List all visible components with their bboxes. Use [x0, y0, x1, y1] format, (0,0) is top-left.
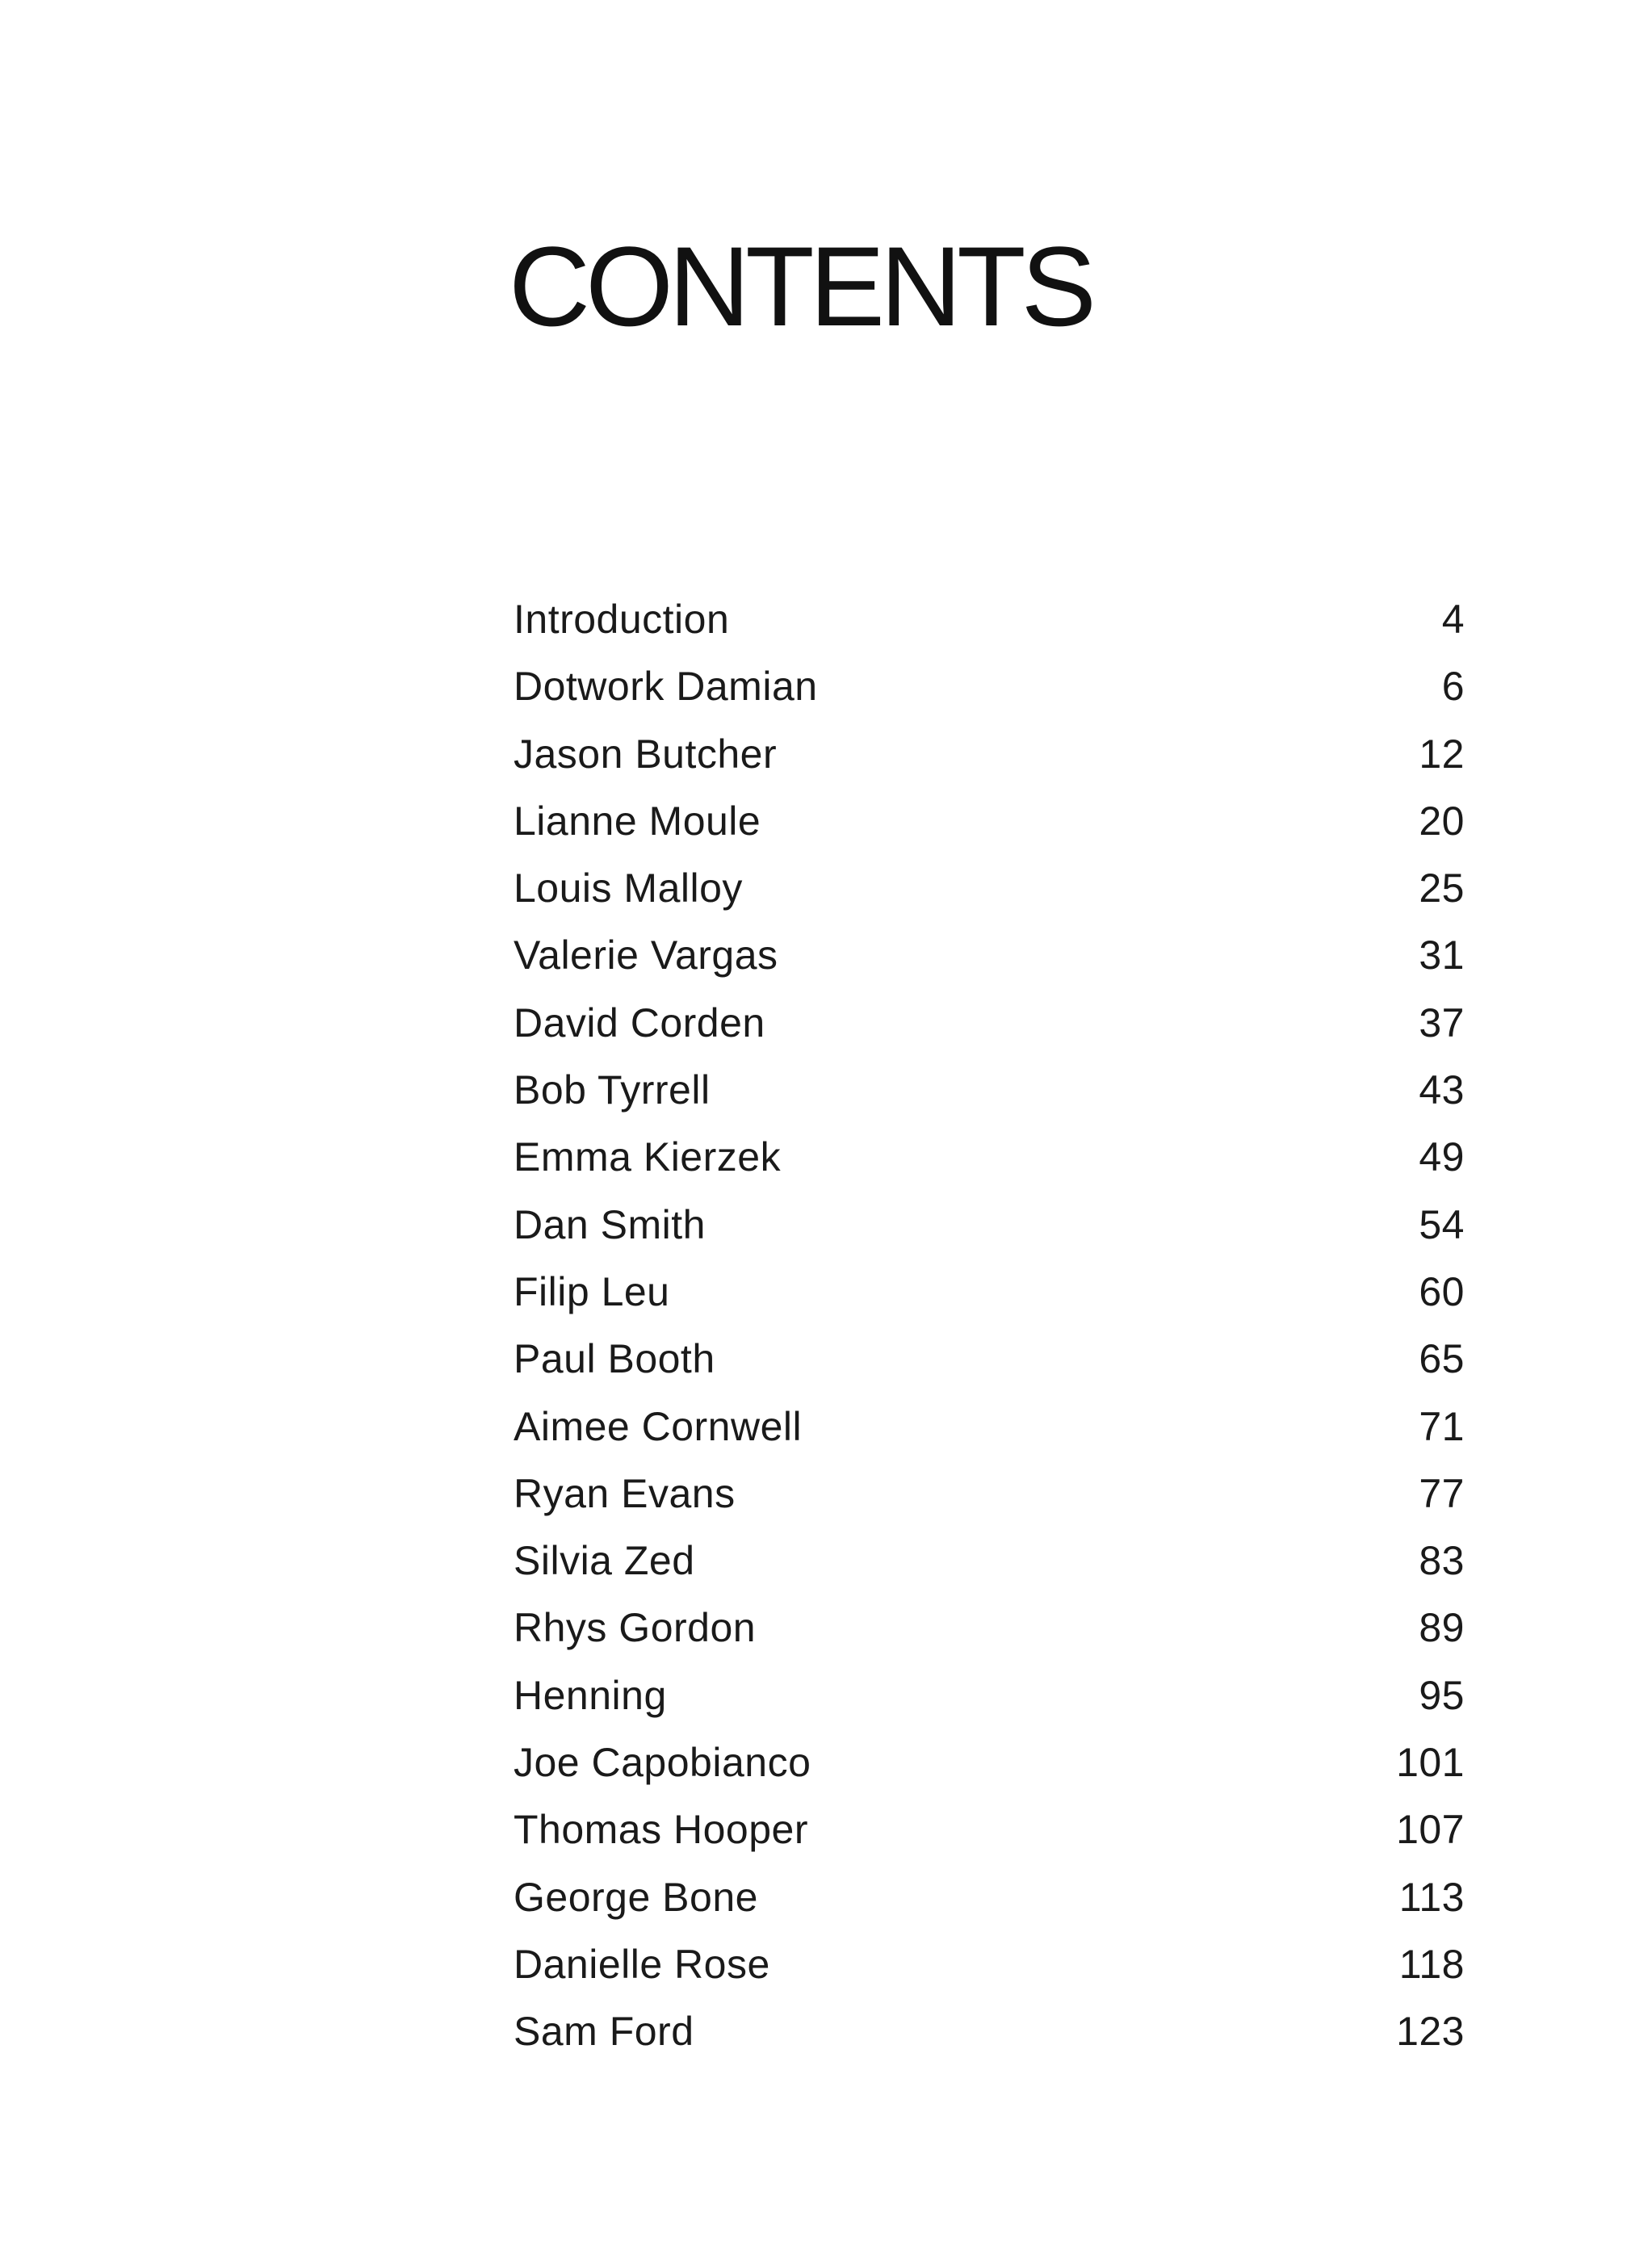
toc-entry-name: Henning — [514, 1672, 667, 1718]
table-of-contents — [514, 591, 1465, 2071]
toc-entry-name: Danielle Rose — [514, 1941, 770, 1987]
toc-entry — [514, 1599, 1465, 1666]
toc-entry-page-number: 12 — [1419, 731, 1465, 777]
toc-entry-page-number: 123 — [1396, 2009, 1465, 2055]
toc-entry-page-number: 77 — [1419, 1470, 1465, 1516]
toc-entry — [514, 658, 1465, 725]
toc-entry — [514, 1129, 1465, 1196]
toc-entry-name: David Corden — [514, 999, 765, 1046]
toc-entry — [514, 1331, 1465, 1398]
toc-entry-name: Valerie Vargas — [514, 932, 778, 979]
toc-entry-page-number: 43 — [1419, 1067, 1465, 1113]
toc-entry-page-number: 101 — [1396, 1740, 1465, 1786]
toc-entry — [514, 927, 1465, 994]
toc-entry-page-number: 107 — [1396, 1807, 1465, 1853]
toc-entry-page-number: 95 — [1419, 1672, 1465, 1718]
toc-entry-name: Rhys Gordon — [514, 1605, 757, 1651]
toc-entry-name: Introduction — [514, 597, 730, 642]
toc-entry-page-number: 4 — [1441, 597, 1465, 642]
toc-entry-name: Louis Malloy — [514, 865, 743, 911]
toc-entry-name: Paul Booth — [514, 1336, 715, 1382]
toc-entry — [514, 1869, 1465, 1936]
toc-entry-name: Dotwork Damian — [514, 664, 818, 710]
toc-entry-name: Sam Ford — [514, 2009, 694, 2055]
toc-entry — [514, 591, 1465, 658]
toc-entry — [514, 1667, 1465, 1734]
toc-entry — [514, 1465, 1465, 1532]
toc-entry-name: Jason Butcher — [514, 731, 778, 777]
toc-entry — [514, 1062, 1465, 1129]
toc-entry-page-number: 71 — [1419, 1403, 1465, 1449]
toc-entry-name: Aimee Cornwell — [514, 1403, 803, 1449]
toc-entry — [514, 1734, 1465, 1801]
toc-entry — [514, 2003, 1465, 2070]
toc-entry-name: Emma Kierzek — [514, 1134, 782, 1180]
toc-entry — [514, 1801, 1465, 1868]
toc-entry — [514, 793, 1465, 860]
toc-entry-name: George Bone — [514, 1874, 758, 1920]
toc-entry-page-number: 118 — [1398, 1941, 1465, 1987]
toc-entry-page-number: 89 — [1419, 1605, 1465, 1651]
toc-entry-page-number: 20 — [1419, 798, 1465, 844]
toc-entry-name: Silvia Zed — [514, 1538, 695, 1584]
toc-entry — [514, 1936, 1465, 2003]
toc-entry-name: Filip Leu — [514, 1268, 670, 1314]
toc-entry-page-number: 113 — [1398, 1874, 1465, 1920]
toc-entry-page-number: 65 — [1419, 1336, 1465, 1382]
toc-entry-page-number: 49 — [1419, 1134, 1465, 1180]
toc-entry-name: Dan Smith — [514, 1201, 706, 1247]
toc-entry — [514, 1398, 1465, 1465]
toc-entry-page-number: 83 — [1419, 1538, 1465, 1584]
toc-entry-page-number: 25 — [1419, 865, 1465, 911]
toc-entry-page-number: 54 — [1419, 1201, 1465, 1247]
toc-entry-name: Bob Tyrrell — [514, 1067, 711, 1113]
toc-entry — [514, 1532, 1465, 1599]
page-title: CONTENTS — [509, 223, 1092, 350]
toc-entry-name: Ryan Evans — [514, 1470, 736, 1516]
toc-entry-name: Thomas Hooper — [514, 1807, 808, 1853]
toc-entry-page-number: 60 — [1419, 1268, 1465, 1314]
toc-entry — [514, 995, 1465, 1062]
toc-entry — [514, 1263, 1465, 1331]
toc-entry — [514, 1196, 1465, 1263]
toc-entry — [514, 860, 1465, 927]
toc-entry-name: Lianne Moule — [514, 798, 761, 844]
toc-entry-name: Joe Capobianco — [514, 1740, 811, 1786]
toc-entry-page-number: 37 — [1419, 999, 1465, 1046]
toc-entry-page-number: 6 — [1441, 664, 1465, 710]
toc-entry-page-number: 31 — [1419, 932, 1465, 979]
toc-entry — [514, 726, 1465, 793]
